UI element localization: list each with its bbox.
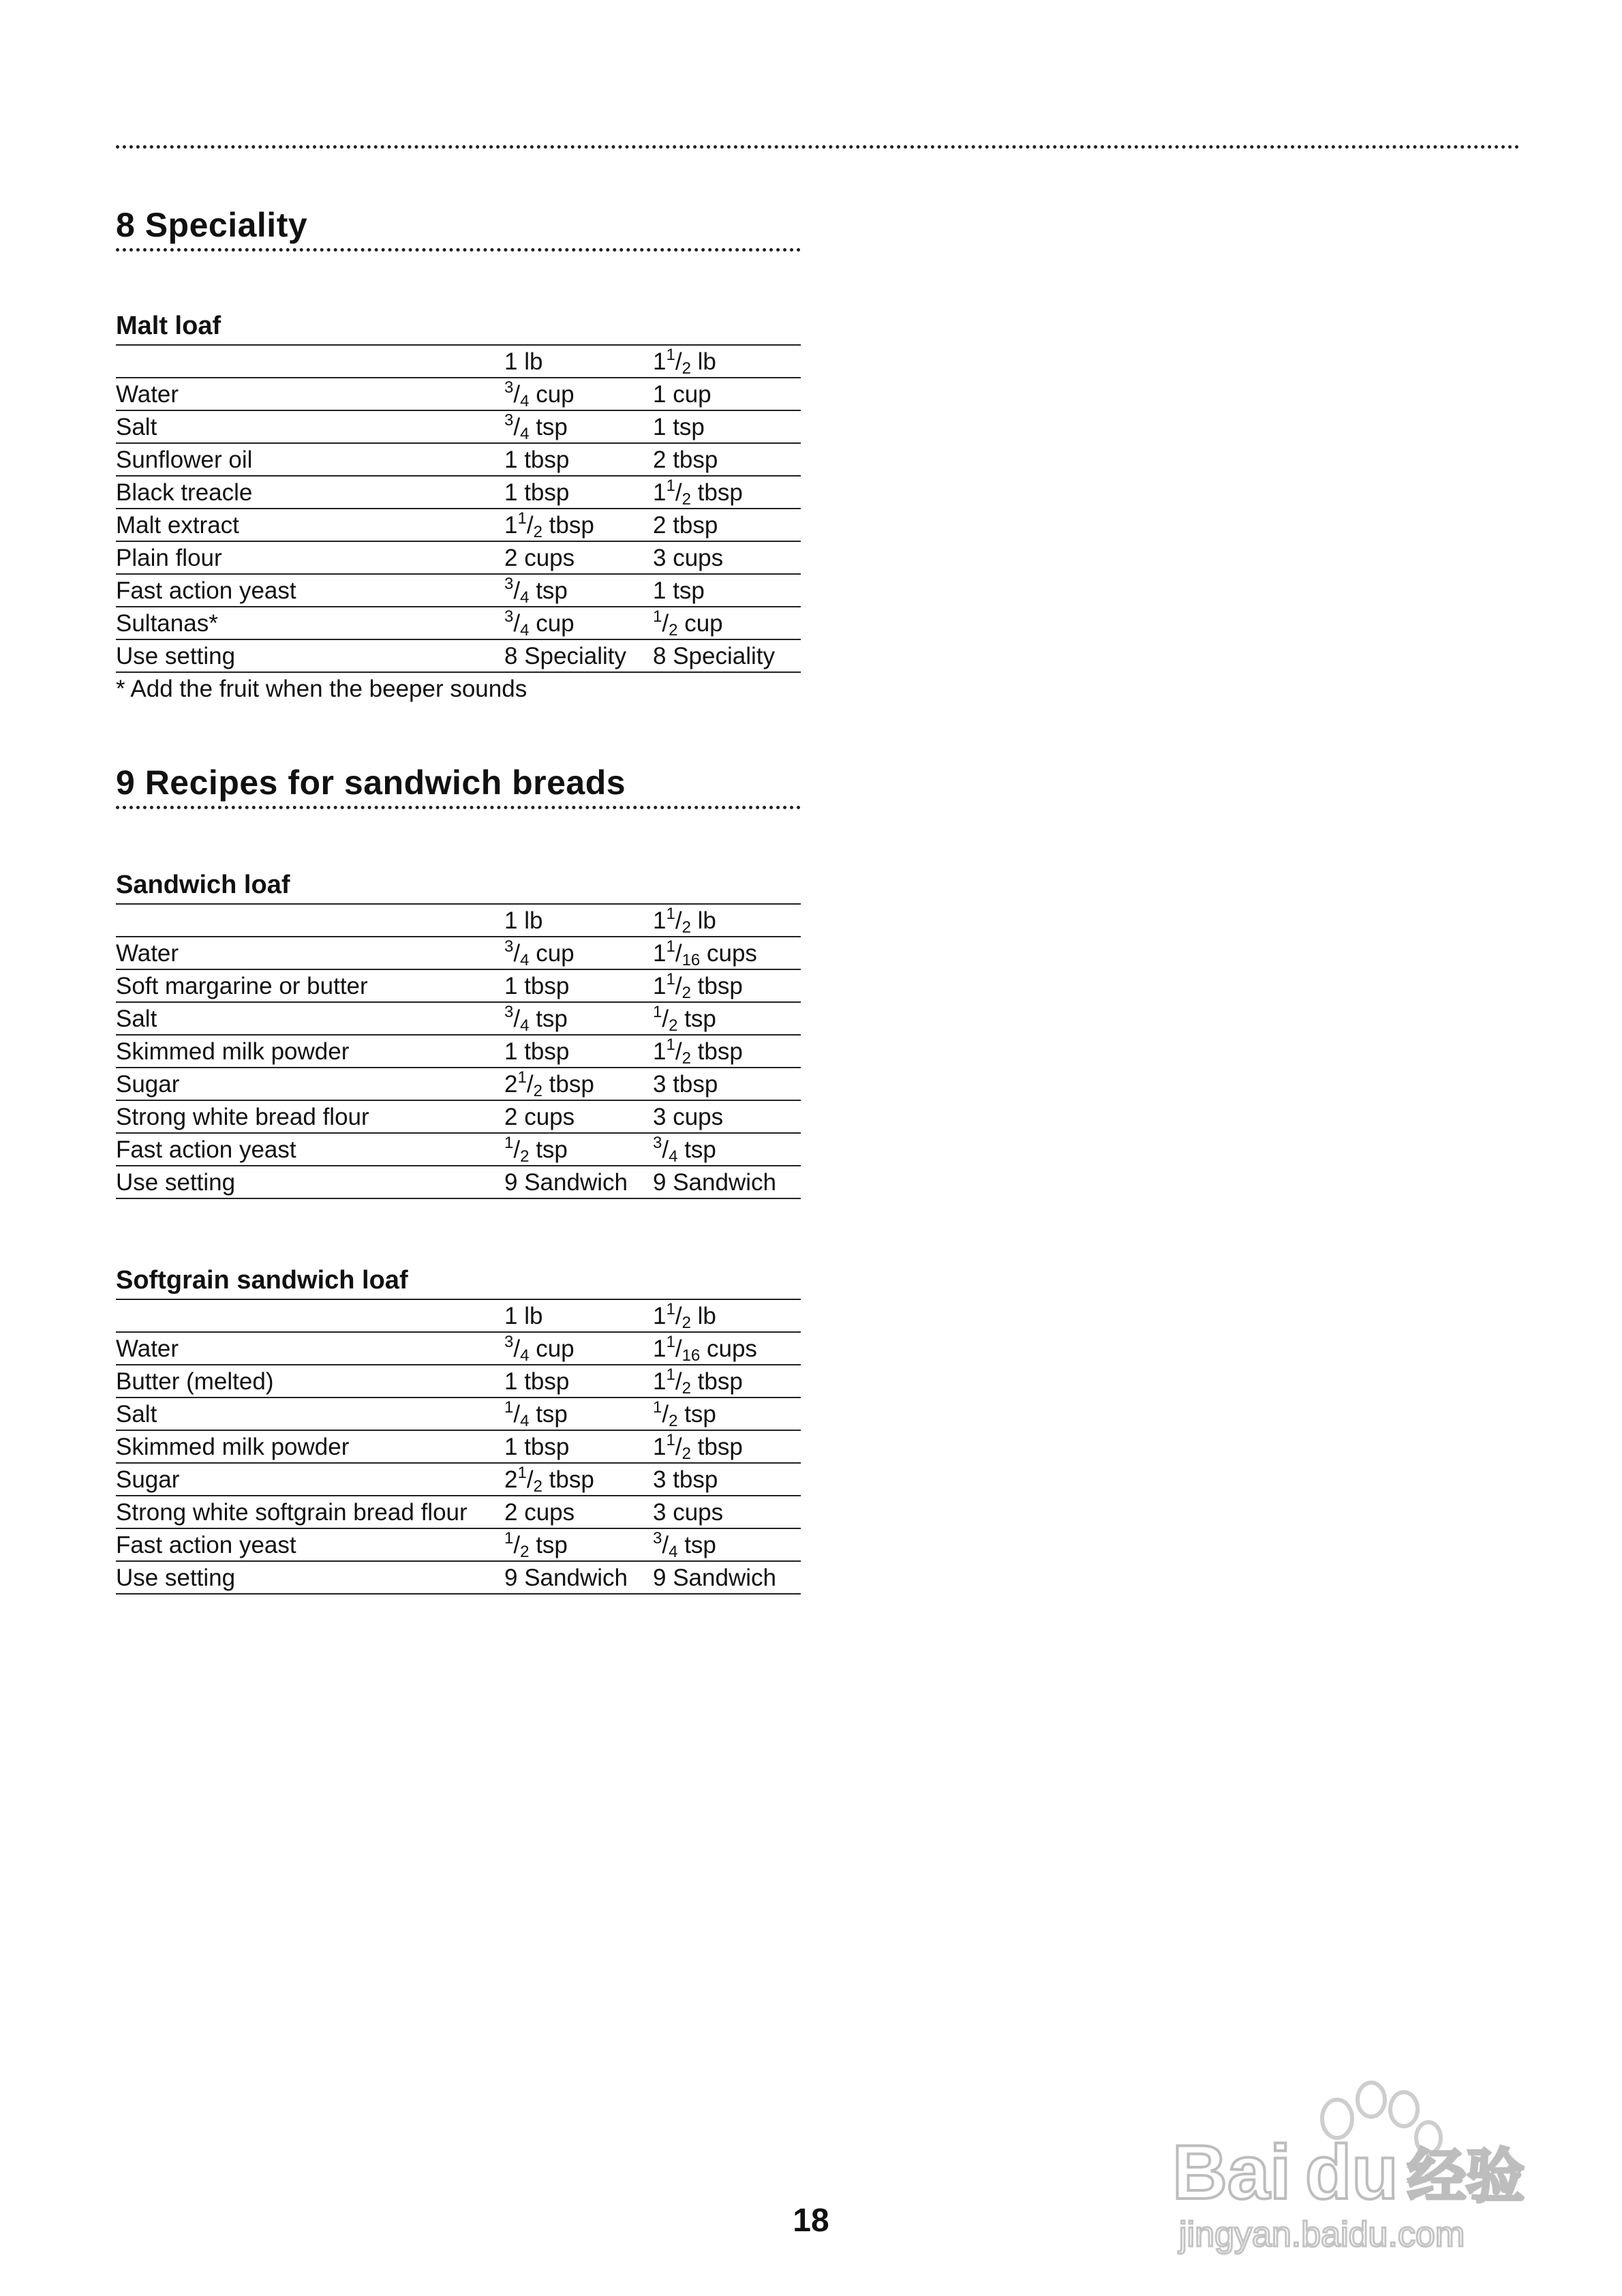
ingredient-cell: Sugar (116, 1463, 504, 1496)
amount-1lb-cell: 1 tbsp (504, 443, 653, 476)
section-title: 9 Recipes for sandwich breads (116, 762, 801, 809)
amount-1-5lb-cell: 3 tbsp (653, 1068, 801, 1100)
ingredient-cell: Sunflower oil (116, 443, 504, 476)
page-number: 18 (793, 2203, 829, 2239)
table-row (116, 1068, 801, 1100)
footnote: * Add the fruit when the beeper sounds (116, 676, 527, 702)
amount-1lb-cell: 2 cups (504, 541, 653, 574)
amount-1-5lb-cell: $^3/_4$ tsp (653, 1133, 801, 1166)
ingredient-cell: Strong white softgrain bread flour (116, 1496, 504, 1528)
amount-1lb-cell: $^3/_4$ tsp (504, 410, 653, 443)
table-row (116, 1463, 801, 1496)
table-row (116, 574, 801, 607)
ingredient-cell: Water (116, 378, 504, 410)
amount-1lb-cell: 1 tbsp (504, 969, 653, 1002)
ingredient-cell: Salt (116, 1002, 504, 1035)
amount-1lb-cell: $^3/_4$ cup (504, 937, 653, 969)
recipe-table (116, 344, 801, 673)
amount-1lb-cell: 1 lb (504, 904, 653, 937)
amount-1lb-cell: 8 Speciality (504, 639, 653, 672)
amount-1-5lb-cell: $1^1/_2$ lb (653, 904, 801, 937)
amount-1lb-cell: $^1/_4$ tsp (504, 1398, 653, 1430)
section-speciality (116, 205, 801, 252)
recipe-sandwich-loaf (116, 869, 801, 1199)
table-row (116, 937, 801, 969)
table-row (116, 607, 801, 639)
section-sandwich-breads (116, 762, 801, 809)
ingredient-cell: Fast action yeast (116, 1528, 504, 1561)
table-row (116, 1430, 801, 1463)
recipe-malt-loaf (116, 310, 801, 704)
table-row (116, 1528, 801, 1561)
table-row (116, 1166, 801, 1198)
amount-1-5lb-cell: $1^1/_2$ tbsp (653, 476, 801, 509)
table-row (116, 1398, 801, 1430)
amount-1lb-cell: 1 tbsp (504, 1365, 653, 1398)
ingredient-cell: Water (116, 1332, 504, 1365)
amount-1-5lb-cell: $^3/_4$ tsp (653, 1528, 801, 1561)
amount-1-5lb-cell: 1 tsp (653, 410, 801, 443)
table-row (116, 443, 801, 476)
watermark-brand-cn: 经验 (1407, 2143, 1525, 2211)
watermark-brand: du (1305, 2130, 1398, 2215)
ingredient-cell: Use setting (116, 639, 504, 672)
amount-1lb-cell: 2 cups (504, 1496, 653, 1528)
top-dotted-rule (116, 145, 1520, 149)
ingredient-cell: Skimmed milk powder (116, 1430, 504, 1463)
ingredient-cell (116, 345, 504, 378)
table-row (116, 1100, 801, 1133)
table-row (116, 1133, 801, 1166)
amount-1lb-cell: $^3/_4$ cup (504, 1332, 653, 1365)
ingredient-cell: Soft margarine or butter (116, 969, 504, 1002)
amount-1lb-cell: $^3/_4$ cup (504, 607, 653, 639)
recipe-table (116, 1299, 801, 1595)
ingredient-cell: Butter (melted) (116, 1365, 504, 1398)
ingredient-cell: Salt (116, 410, 504, 443)
table-header-row (116, 345, 801, 378)
section-title: 8 Speciality (116, 205, 801, 252)
recipe-title: Softgrain sandwich loaf (116, 1266, 408, 1295)
ingredient-cell: Plain flour (116, 541, 504, 574)
watermark-brand: Bai (1172, 2130, 1291, 2215)
ingredient-cell: Black treacle (116, 476, 504, 509)
ingredient-cell: Malt extract (116, 509, 504, 541)
amount-1-5lb-cell: $1^1/_{16}$ cups (653, 937, 801, 969)
amount-1-5lb-cell: 3 tbsp (653, 1463, 801, 1496)
ingredient-cell (116, 904, 504, 937)
recipe-table (116, 903, 801, 1199)
amount-1-5lb-cell: 1 cup (653, 378, 801, 410)
ingredient-cell: Use setting (116, 1166, 504, 1198)
table-row (116, 476, 801, 509)
amount-1lb-cell: $2^1/_2$ tbsp (504, 1463, 653, 1496)
amount-1-5lb-cell: 2 tbsp (653, 443, 801, 476)
table-header-row (116, 904, 801, 937)
amount-1-5lb-cell: $1^1/_2$ tbsp (653, 969, 801, 1002)
table-row (116, 1002, 801, 1035)
ingredient-cell: Strong white bread flour (116, 1100, 504, 1133)
amount-1lb-cell: 9 Sandwich (504, 1561, 653, 1594)
amount-1lb-cell: $1^1/_2$ tbsp (504, 509, 653, 541)
ingredient-cell: Use setting (116, 1561, 504, 1594)
amount-1-5lb-cell: $^1/_2$ tsp (653, 1002, 801, 1035)
table-row (116, 1035, 801, 1068)
table-row (116, 541, 801, 574)
table-row (116, 410, 801, 443)
amount-1-5lb-cell: 3 cups (653, 541, 801, 574)
amount-1-5lb-cell: $^1/_2$ cup (653, 607, 801, 639)
table-row (116, 1332, 801, 1365)
amount-1-5lb-cell: 9 Sandwich (653, 1166, 801, 1198)
table-row (116, 1365, 801, 1398)
amount-1lb-cell: $^3/_4$ tsp (504, 574, 653, 607)
ingredient-cell: Water (116, 937, 504, 969)
amount-1lb-cell: $^3/_4$ tsp (504, 1002, 653, 1035)
amount-1-5lb-cell: $1^1/_2$ tbsp (653, 1365, 801, 1398)
amount-1-5lb-cell: $1^1/_2$ lb (653, 345, 801, 378)
recipe-title: Sandwich loaf (116, 871, 290, 899)
amount-1-5lb-cell: 1 tsp (653, 574, 801, 607)
amount-1lb-cell: 9 Sandwich (504, 1166, 653, 1198)
amount-1-5lb-cell: $1^1/_{16}$ cups (653, 1332, 801, 1365)
amount-1-5lb-cell: $1^1/_2$ tbsp (653, 1430, 801, 1463)
amount-1lb-cell: 1 tbsp (504, 1430, 653, 1463)
ingredient-cell: Sultanas* (116, 607, 504, 639)
amount-1lb-cell: $^1/_2$ tsp (504, 1133, 653, 1166)
watermark-url: jingyan.baidu.com (1179, 2215, 1465, 2254)
baidu-jingyan-watermark-logo (1159, 2079, 1540, 2256)
amount-1lb-cell: $2^1/_2$ tbsp (504, 1068, 653, 1100)
ingredient-cell: Fast action yeast (116, 1133, 504, 1166)
amount-1-5lb-cell: 8 Speciality (653, 639, 801, 672)
amount-1-5lb-cell: 2 tbsp (653, 509, 801, 541)
amount-1-5lb-cell: $1^1/_2$ tbsp (653, 1035, 801, 1068)
amount-1-5lb-cell: $^1/_2$ tsp (653, 1398, 801, 1430)
recipe-title: Malt loaf (116, 312, 221, 340)
table-row (116, 378, 801, 410)
table-row (116, 1496, 801, 1528)
table-row (116, 969, 801, 1002)
amount-1lb-cell: 1 lb (504, 1299, 653, 1332)
amount-1-5lb-cell: 9 Sandwich (653, 1561, 801, 1594)
amount-1-5lb-cell: $1^1/_2$ lb (653, 1299, 801, 1332)
ingredient-cell: Sugar (116, 1068, 504, 1100)
recipe-softgrain-sandwich-loaf (116, 1265, 801, 1595)
amount-1lb-cell: $^3/_4$ cup (504, 378, 653, 410)
table-row (116, 639, 801, 672)
amount-1-5lb-cell: 3 cups (653, 1100, 801, 1133)
ingredient-cell: Fast action yeast (116, 574, 504, 607)
table-row (116, 1561, 801, 1594)
ingredient-cell: Salt (116, 1398, 504, 1430)
amount-1lb-cell: 1 lb (504, 345, 653, 378)
ingredient-cell (116, 1299, 504, 1332)
table-header-row (116, 1299, 801, 1332)
amount-1-5lb-cell: 3 cups (653, 1496, 801, 1528)
amount-1lb-cell: 1 tbsp (504, 476, 653, 509)
amount-1lb-cell: 2 cups (504, 1100, 653, 1133)
ingredient-cell: Skimmed milk powder (116, 1035, 504, 1068)
amount-1lb-cell: 1 tbsp (504, 1035, 653, 1068)
amount-1lb-cell: $^1/_2$ tsp (504, 1528, 653, 1561)
table-row (116, 509, 801, 541)
